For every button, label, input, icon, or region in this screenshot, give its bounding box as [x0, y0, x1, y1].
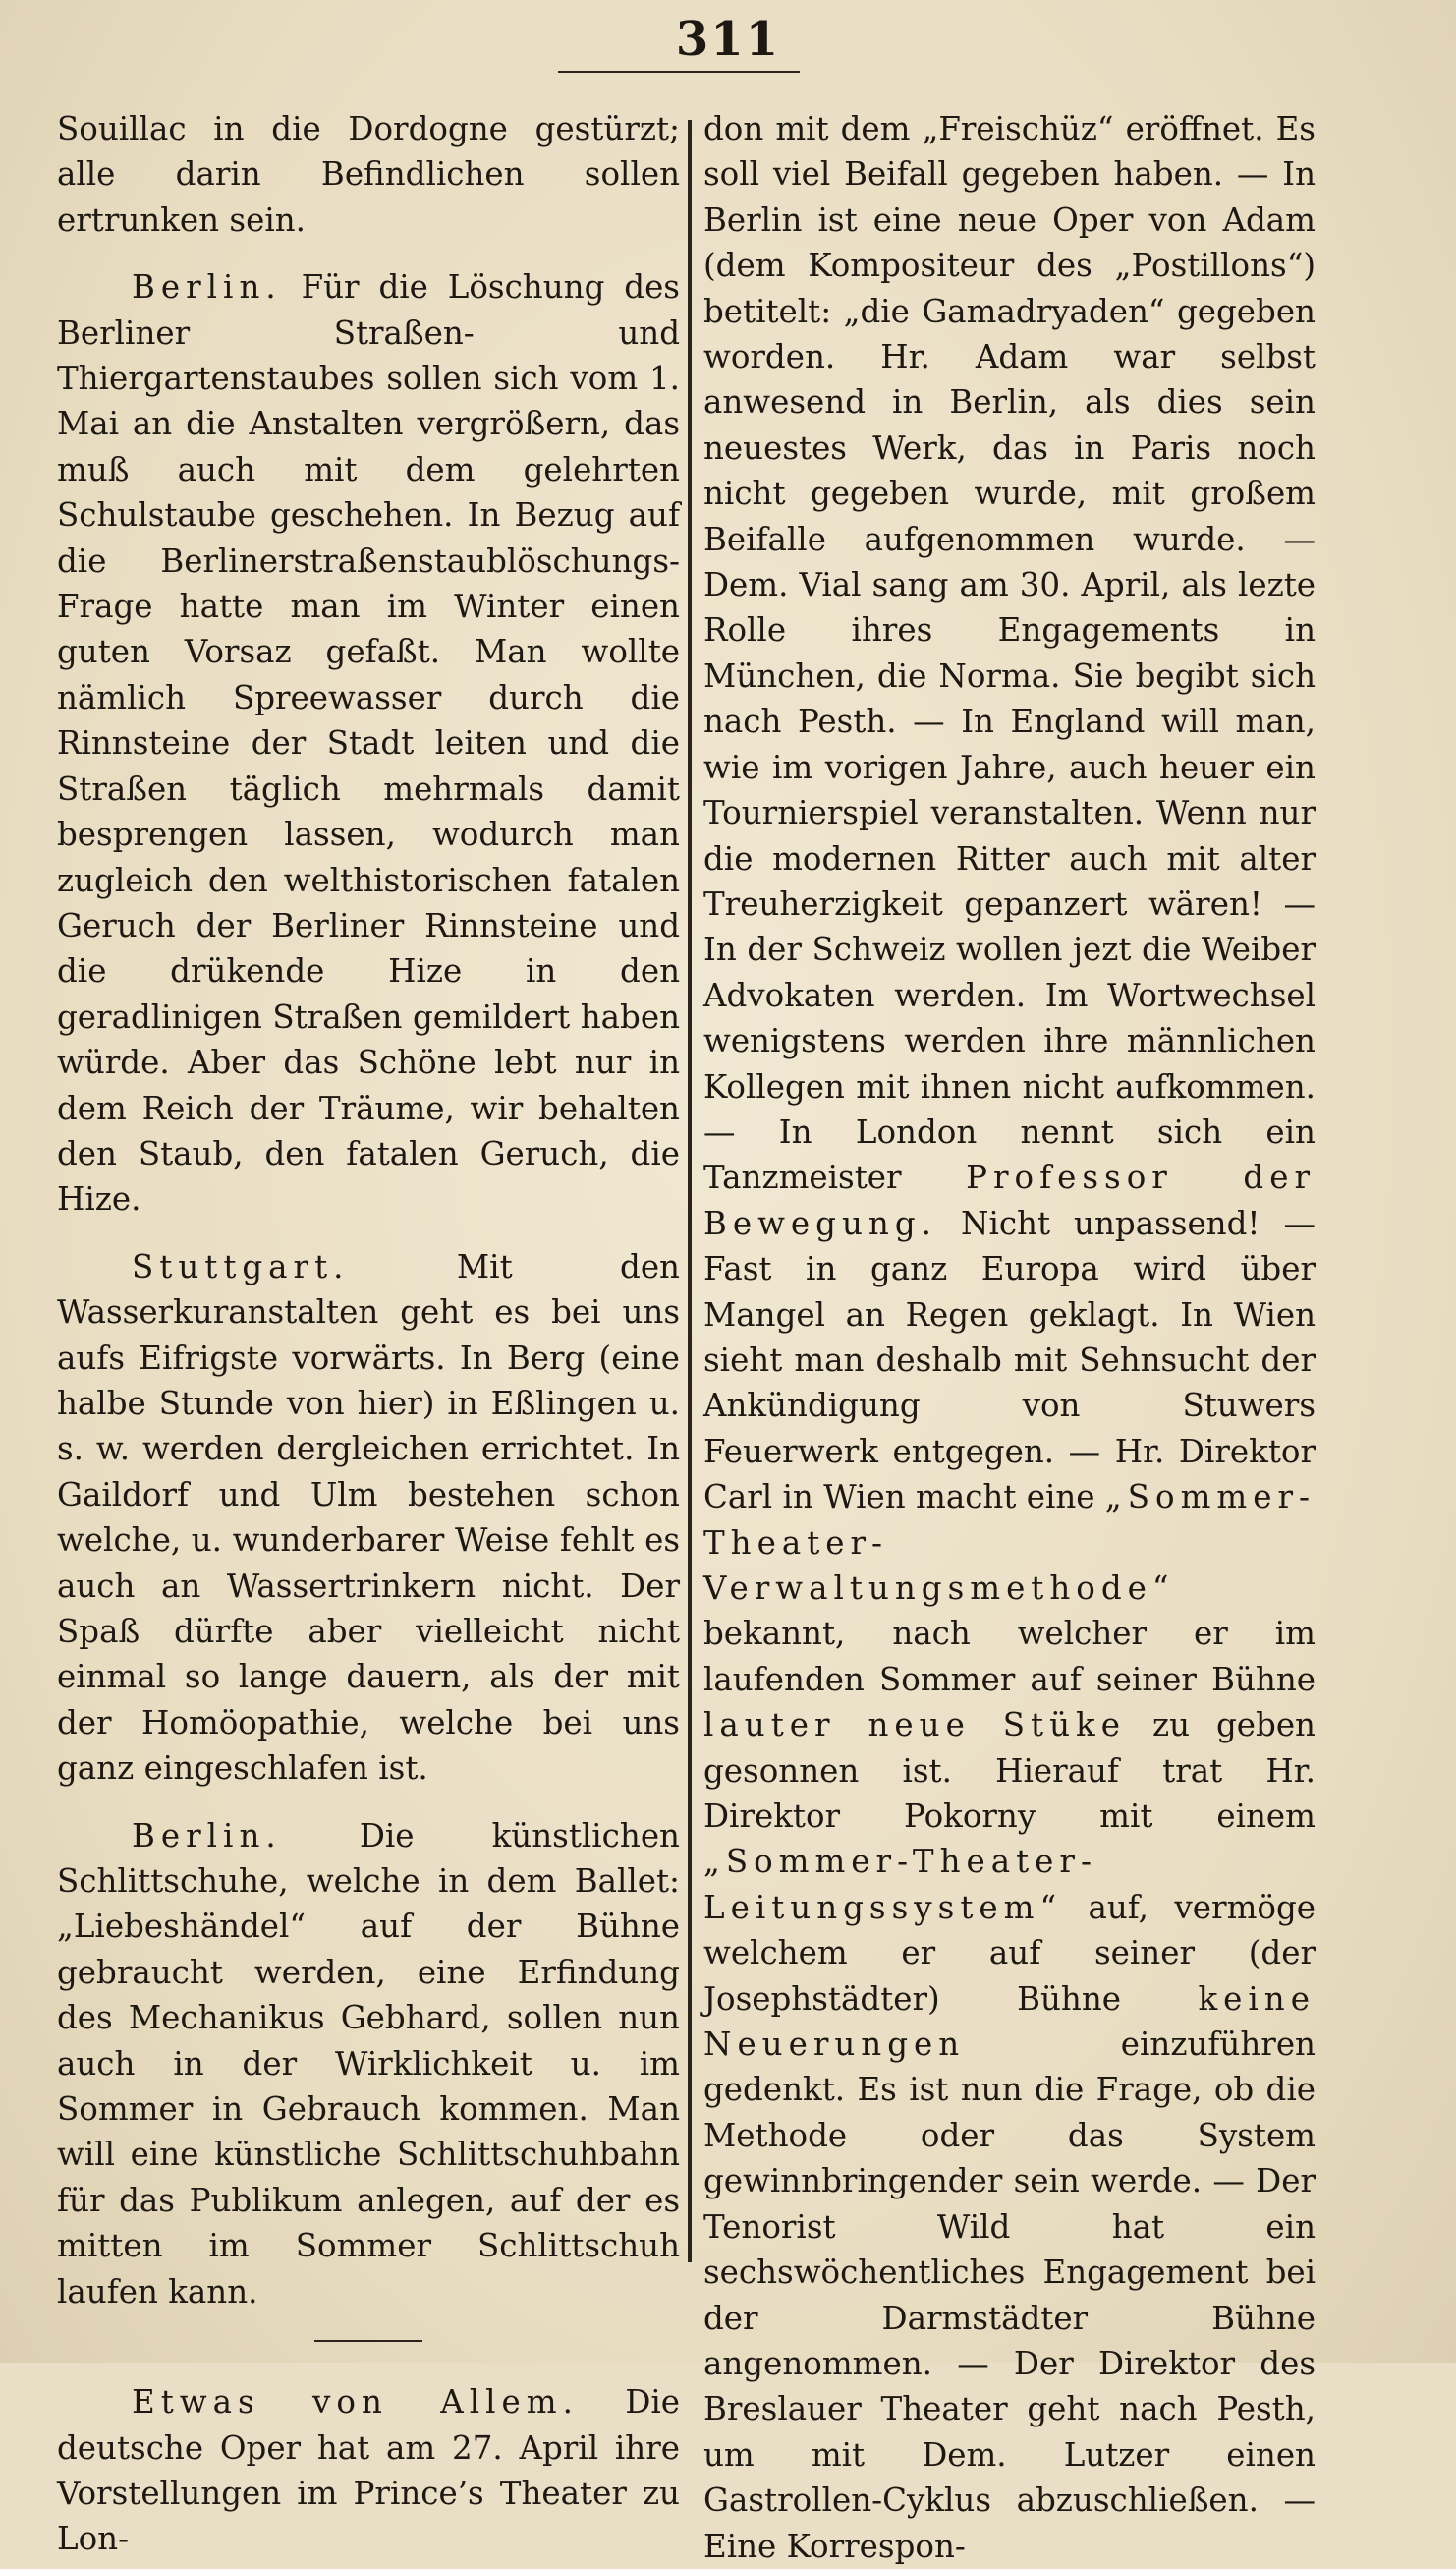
section-separator: [314, 2340, 422, 2342]
news-item-berlin-2: Berlin. Die künstlichen Schlittschuhe, welche in dem Ballet: „Liebeshändel“ auf der Bühne gebraucht werden, eine Erfindung des Mechanikus Gebhard, sollen nun auch in der Wirklichkeit u. im Sommer in Gebrauch kommen. Man will eine künstliche Schlittschuhbahn für das Publikum anlegen, auf der es mitten im Sommer Schlittschuh laufen kann.: [57, 1816, 680, 2311]
news-item-berlin-1: Berlin. Für die Löschung des Berliner Straßen- und Thiergartenstaubes sollen sich vom 1. Mai an die Anstalten vergrößern, das muß auch mit dem gelehrten Schulstaube geschehen. In Bezug auf die Berlinerstraßenstaublöschungs-Frage hatte man im Winter einen guten Vorsaz gefaßt. Man wollte nämlich Spreewasser durch die Rinnsteine der Stadt leiten und die Straßen täglich mehrmals damit besprengen lassen, wodurch man zugleich den welthistorischen fatalen Geruch der Berliner Rinnsteine und die drükende Hize in den geradlinigen Straßen gemildert haben würde. Aber das Schöne lebt nur in dem Reich der Träume, wir behalten den Staub, den fatalen Geruch, die Hize.: [57, 268, 680, 1219]
header-rule: [558, 71, 800, 73]
dateline-stuttgart: Stuttgart.: [132, 1247, 350, 1285]
section-etwas-von-allem: Etwas von Allem. Die deutsche Oper hat am 27. April ihre Vorstellungen im Prince’s Theater zu Lon-: [57, 2383, 680, 2558]
column-divider: [688, 120, 692, 2262]
right-column: [703, 106, 1316, 2569]
left-column: [57, 106, 680, 2562]
emphasis-professor: Professor der Bewegung.: [703, 1159, 1316, 1242]
page-number: 311: [675, 12, 781, 67]
emphasis-neue-stueke: lauter neue Stüke: [703, 1706, 1126, 1744]
dateline-berlin: Berlin.: [132, 268, 282, 307]
emphasis-leitungssystem: „Sommer-Theater-Leitungssystem“: [703, 1843, 1097, 1926]
dateline-berlin-2: Berlin.: [132, 1816, 282, 1855]
section-heading: Etwas von Allem.: [132, 2383, 579, 2422]
miscellany-paragraph: don mit dem „Freischüz“ eröffnet. Es soll viel Beifall gegeben haben. — In Berlin ist eine neue Oper von Adam (dem Kompositeur des „Postillons“) betitelt: „die Gamadryaden“ gegeben worden. Hr. Adam war selbst anwesend in Berlin, als dies sein neuestes Werk, das in Paris noch nicht gegeben wurde, mit großem Beifalle aufgenommen wurde. — Dem. Vial sang am 30. April, als lezte Rolle ihres Engagements in München, die Norma. Sie begibt sich nach Pesth. — In England will man, wie im vorigen Jahre, auch heuer ein Tournierspiel veranstalten. Wenn nur die modernen Ritter auch mit alter Treuherzigkeit gepanzert wären! — In der Schweiz wollen jezt die Weiber Advokaten werden. Im Wortwechsel wenigstens werden ihre männlichen Kollegen mit ihnen nicht aufkommen. — In London nennt sich ein Tanzmeister Professor der Bewegung. Nicht unpassend! — Fast in ganz Europa wird über Mangel an Regen geklagt. In Wien sieht man deshalb mit Sehnsucht der Ankündigung von Stuwers Feuerwerk entgegen. — Hr. Direktor Carl in Wien macht eine „Sommer-Theater-Verwaltungsmethode“ bekannt, nach welcher er im laufenden Sommer auf seiner Bühne lauter neue Stüke zu geben gesonnen ist. Hierauf trat Hr. Direktor Pokorny mit einem „Sommer-Theater-Leitungssystem“ auf, vermöge welchem er auf seiner (der Josephstädter) Bühne keine Neuerungen einzuführen gedenkt. Es ist nun die Frage, ob die Methode oder das System gewinnbringender sein werde. — Der Tenorist Wild hat ein sechswöchentliches Engagement bei der Darmstädter Bühne angenommen. — Der Direktor des Breslauer Theater geht nach Pesth, um mit Dem. Lutzer einen Gastrollen-Cyklus abzuschließen. — Eine Korrespon-: [703, 110, 1316, 2565]
news-item-stuttgart: Stuttgart. Mit den Wasserkuranstalten geht es bei uns aufs Eifrigste vorwärts. In Berg (eine halbe Stunde von hier) in Eßlingen u. s. w. werden dergleichen errichtet. In Gaildorf und Ulm bestehen schon welche, u. wunderbarer Weise fehlt es auch an Wassertrinkern nicht. Der Spaß dürfte aber vielleicht nicht einmal so lange dauern, als der mit der Homöopathie, welche bei uns ganz eingeschlafen ist.: [57, 1247, 680, 1788]
emphasis-verwaltungsmethode: „Sommer-Theater-Verwaltungsmethode“: [703, 1478, 1316, 1607]
continued-paragraph: Souillac in die Dordogne gestürzt; alle darin Befindlichen sollen ertrunken sein.: [57, 110, 680, 239]
emphasis-keine-neuerungen: keine Neuerungen: [703, 1979, 1316, 2064]
